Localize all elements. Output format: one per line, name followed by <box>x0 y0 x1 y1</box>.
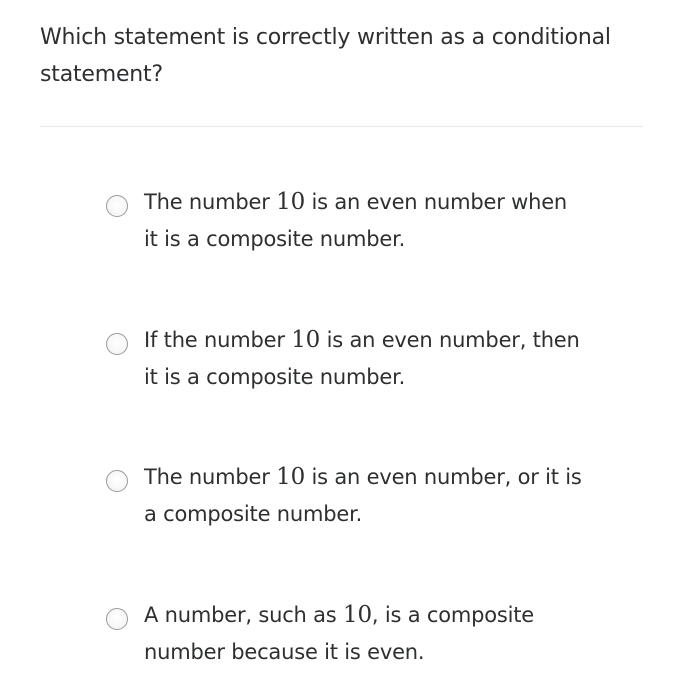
math-number: 10 <box>291 327 321 353</box>
radio-button[interactable] <box>106 470 128 492</box>
radio-button[interactable] <box>106 333 128 355</box>
choice-text-end: , is a composite number because it is even. <box>144 603 535 664</box>
choice-text-end: is an even number, or it is a composite number. <box>144 465 582 526</box>
choice-text-end: is an even number, then it is a composite number. <box>144 328 580 389</box>
question-prompt: Which statement is correctly written as a conditional statement? <box>40 25 611 87</box>
choice-text <box>144 322 584 396</box>
choice-text <box>144 184 584 258</box>
math-number: 10 <box>343 602 372 628</box>
choice-text-start: If the number <box>144 328 292 352</box>
math-number: 10 <box>276 189 306 215</box>
radio-button[interactable] <box>106 608 128 630</box>
choice-text-end: is an even number when it is a composite number. <box>144 190 568 251</box>
divider <box>40 126 643 127</box>
math-number: 10 <box>276 464 306 490</box>
choice-text-start: The number <box>144 465 277 489</box>
choice-text <box>144 597 584 671</box>
choice-text-start: A number, such as <box>144 603 344 627</box>
radio-button[interactable] <box>106 195 128 217</box>
choice-text-start: The number <box>144 190 277 214</box>
choice-text <box>144 459 584 533</box>
